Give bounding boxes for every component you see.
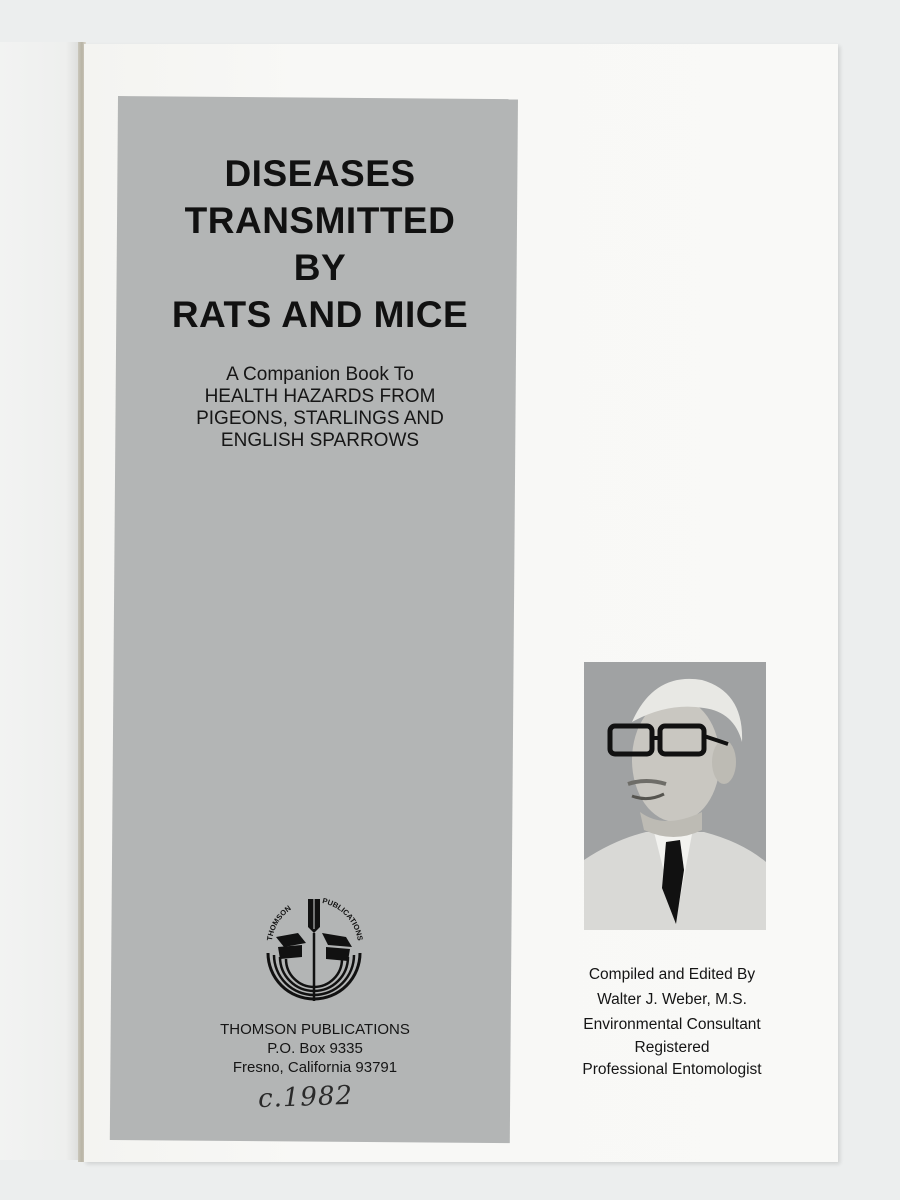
- book-title: [130, 150, 510, 338]
- publisher-block: [180, 1020, 450, 1077]
- svg-text:THOMSON: THOMSON: [265, 903, 293, 942]
- credit-author-name: Walter J. Weber, M.S.: [597, 991, 747, 1008]
- credit-line: Compiled and Edited By: [588, 966, 756, 983]
- credit-block: [556, 962, 788, 1081]
- publisher-address-line: P.O. Box 9335: [267, 1040, 363, 1057]
- credit-line: Registered: [634, 1039, 710, 1056]
- publisher-address-line: Fresno, California 93791: [232, 1059, 398, 1076]
- title-line: RATS AND MICE: [171, 294, 469, 335]
- credit-line: Professional Entomologist: [582, 1061, 762, 1078]
- thomson-publications-logo-icon: [258, 893, 370, 1005]
- subtitle-line: A Companion Book To: [226, 364, 414, 385]
- subtitle-line: ENGLISH SPARROWS: [220, 430, 420, 451]
- title-line: DISEASES: [224, 153, 416, 194]
- publisher-name: THOMSON PUBLICATIONS: [220, 1021, 410, 1038]
- book-subtitle: [150, 364, 490, 452]
- subtitle-line: HEALTH HAZARDS FROM: [204, 386, 436, 407]
- title-line: TRANSMITTED: [184, 200, 456, 241]
- svg-text:PUBLICATIONS: PUBLICATIONS: [321, 896, 365, 942]
- credit-line: Environmental Consultant: [583, 1016, 761, 1033]
- handwritten-date-note: c.1982: [257, 1080, 354, 1115]
- title-line: BY: [293, 247, 347, 288]
- author-portrait-photo-icon: [584, 662, 766, 930]
- subtitle-line: PIGEONS, STARLINGS AND: [196, 408, 444, 429]
- left-blank-page: [0, 42, 82, 1160]
